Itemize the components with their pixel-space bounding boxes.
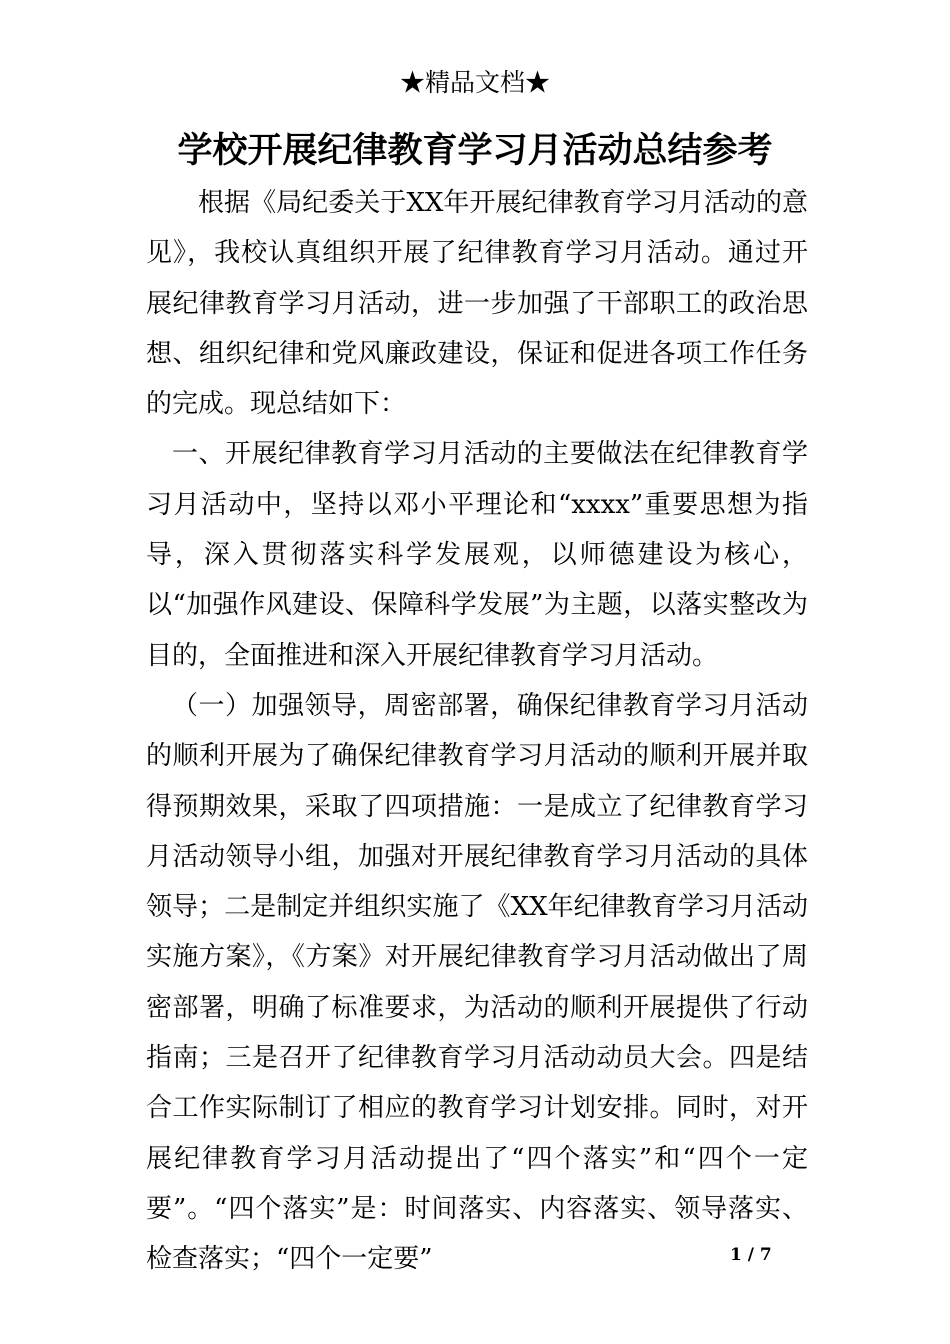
paragraph-section-one: 一、开展纪律教育学习月活动的主要做法在纪律教育学习月活动中，坚持以邓小平理论和“xxxx”重要思想为指导，深入贯彻落实科学发展观，以师德建设为核心，以“加强作风建设、保障科学发展”为主题，以落实整改为目的，全面推进和深入开展纪律教育学习月活动。	[146, 439, 808, 671]
document-body	[146, 178, 808, 1285]
header-mark: ★精品文档★	[399, 68, 550, 97]
page-number: 1 / 7	[730, 1245, 772, 1265]
paragraph-subsection-one: （一）加强领导，周密部署，确保纪律教育学习月活动的顺利开展为了确保纪律教育学习月活动的顺利开展并取得预期效果，采取了四项措施：一是成立了纪律教育学习月活动领导小组，加强对开展纪律教育学习月活动的具体领导；二是制定并组织实施了《XX年纪律教育学习月活动实施方案》，《方案》对开展纪律教育学习月活动做出了周密部署，明确了标准要求，为活动的顺利开展提供了行动指南；三是召开了纪律教育学习月活动动员大会。四是结合工作实际制订了相应的教育学习计划安排。同时，对开展纪律教育学习月活动提出了“四个落实”和“四个一定要”。“四个落实”是：时间落实、内容落实、领导落实、检查落实；“四个一定要”	[146, 690, 808, 1275]
paragraph-intro: 根据《局纪委关于XX年开展纪律教育学习月活动的意见》，我校认真组织开展了纪律教育学习月活动。通过开展纪律教育学习月活动，进一步加强了干部职工的政治思想、组织纪律和党风廉政建设，保证和促进各项工作任务的完成。现总结如下：	[146, 188, 808, 420]
document-title: 学校开展纪律教育学习月活动总结参考	[177, 130, 773, 171]
